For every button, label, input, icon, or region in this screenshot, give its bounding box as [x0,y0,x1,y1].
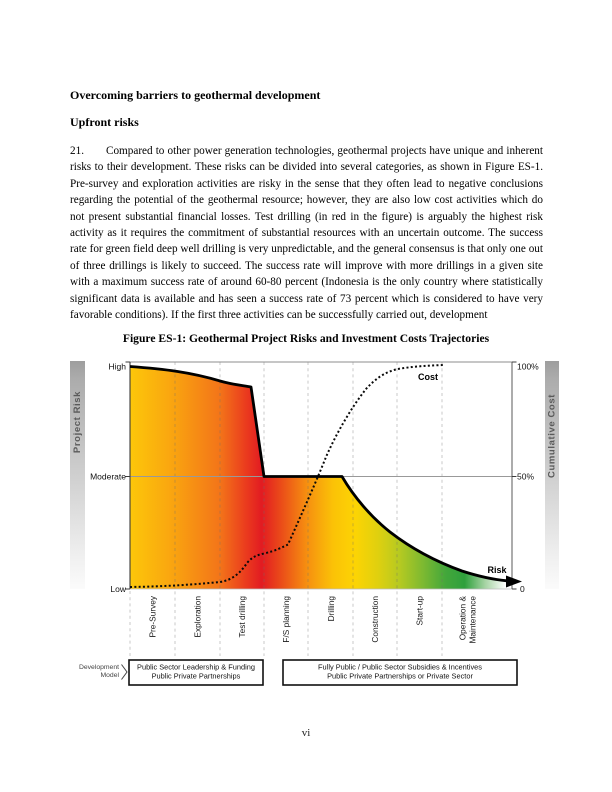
risk-tick-moderate: Moderate [90,471,126,482]
section-heading: Overcoming barriers to geothermal development [70,88,321,102]
phase-label-test-drilling: Test drilling [237,596,247,638]
paragraph-text: Compared to other power generation technologies, geothermal projects have unique and inherent risks to their development. These risks can be divided into several categories, as shown in Figure ES-1. Pre-survey and exploration activities are risky in the sense that they often lead to negative conclusions regarding the potential of the geothermal resource; however, they are also low cost activities which do not present substantial financial losses. Test drilling (in red in the figure) is arguably the highest risk activity as it requires the commitment of substantial resources with an uncertain outcome. The success rate for green field deep well drilling is very unpredictable, and the general consensus is that only one out of three drillings is likely to succeed. The success rate will improve with more drillings in a given site with a maximum success rate of around 60-80 percent (Indonesia is the only country where statistically significant data is available and has seen a success rate of 73 percent which is considered to have very favorable conditions). If the first three activities can be successfully carried out, development [70,145,543,322]
cumulative-cost-axis-label: Cumulative Cost [546,394,558,479]
paragraph-21 [70,143,543,323]
figure-es1 [70,356,560,696]
cost-curve-label: Cost [418,372,438,383]
risk-tick-high: High [108,361,126,372]
dev-box1-line2: Public Private Partnerships [151,671,241,681]
phase-label-fs-planning: F/S planning [281,596,291,644]
risk-cost-chart [70,356,560,696]
cost-tick-100: 100% [517,361,539,372]
dev-model-label-line2: Model [100,672,119,680]
risk-tick-low: Low [110,584,126,595]
dev-box2-line1: Fully Public / Public Sector Subsidies & Incentives [318,662,482,672]
paragraph-number: 21. [70,145,84,157]
cost-tick-50: 50% [517,471,535,482]
cost-tick-0: 0 [520,584,525,595]
dev-box1-line1: Public Sector Leadership & Funding [137,662,255,672]
phase-label-exploration: Exploration [192,596,203,638]
dev-model-label-line1: Development [78,664,119,672]
risk-curve-label: Risk [487,565,507,576]
phase-label-drilling: Drilling [326,596,336,622]
dev-model-arrow-icon [122,665,128,680]
phase-label-construction: Construction [370,596,380,644]
phase-label-pre-survey: Pre-Survey [147,596,158,638]
phase-label-operation-line1: Operation & [457,596,468,641]
page-number: vi [301,727,311,739]
phase-label-operation-line2: Maintenance [467,596,478,644]
dev-box2-line2: Public Private Partnerships or Private Sector [327,671,473,681]
subsection-heading: Upfront risks [70,115,139,129]
phase-label-start-up: Start-up [414,596,425,626]
figure-title: Figure ES-1: Geothermal Project Risks and Investment Costs Trajectories [122,332,490,346]
project-risk-axis-label: Project Risk [72,391,83,454]
